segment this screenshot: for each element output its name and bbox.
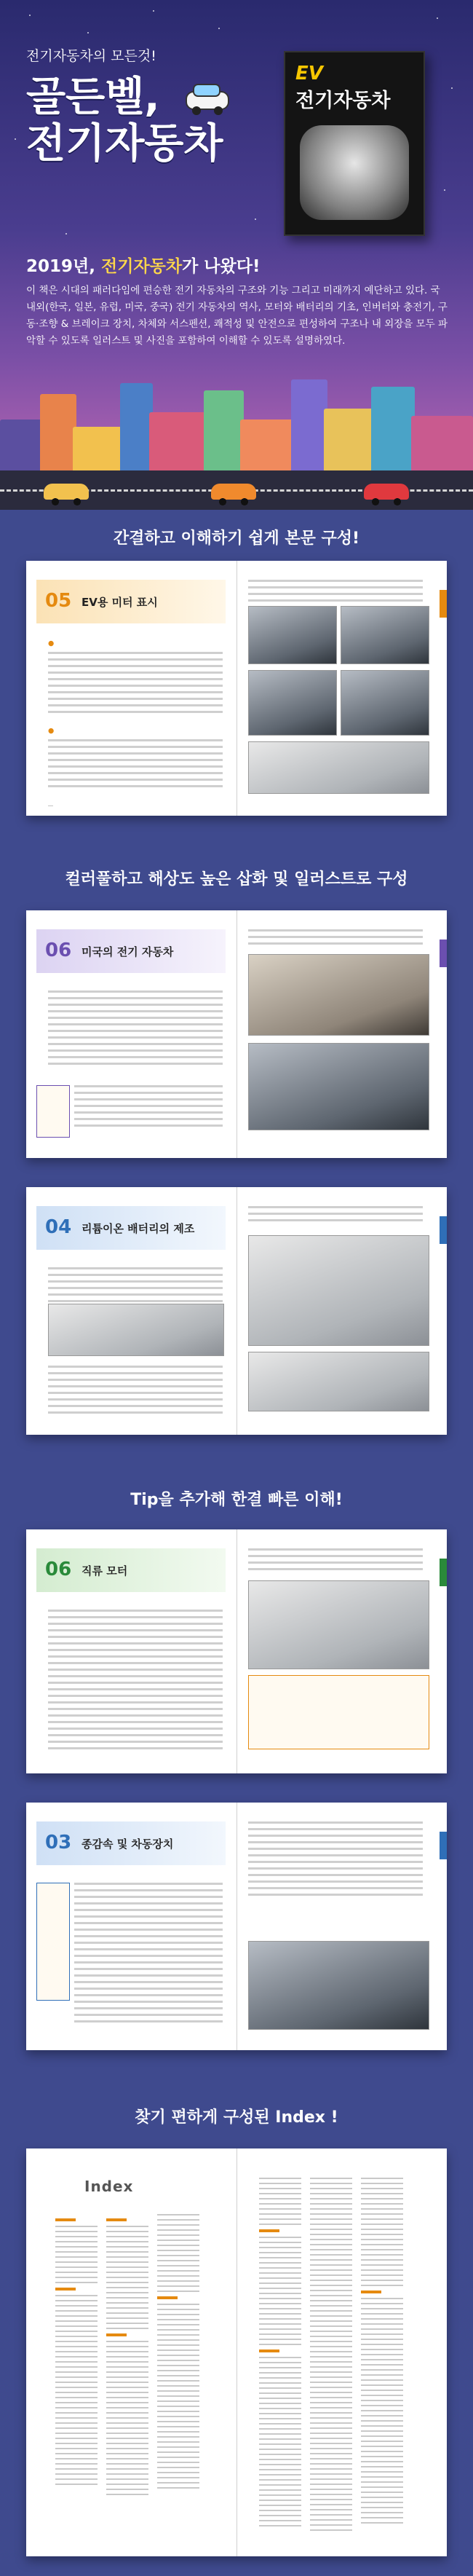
chapter-number: 05 bbox=[45, 590, 72, 612]
sample-spread-4 bbox=[26, 1529, 447, 1773]
book-cover bbox=[284, 51, 425, 236]
differential-photo bbox=[248, 1941, 429, 2030]
hero-kicker: 전기자동차의 모든것! bbox=[26, 48, 156, 64]
ev-interior-photo bbox=[248, 1043, 429, 1130]
battery-module-photo bbox=[248, 1352, 429, 1411]
section-heading-3: Tip을 추가해 한결 빠른 이해! bbox=[130, 1491, 343, 1509]
tip-box bbox=[36, 1085, 70, 1138]
hero-tagline bbox=[26, 253, 260, 277]
index-spread bbox=[26, 2148, 447, 2556]
hero-title bbox=[26, 74, 274, 168]
tip-box bbox=[36, 1883, 70, 2001]
meter-photo bbox=[341, 606, 429, 664]
battery-cell-photo bbox=[48, 1304, 224, 1356]
orange-car-icon bbox=[211, 484, 256, 500]
chapter-title: 미국의 전기 자동차 bbox=[82, 945, 174, 958]
chapter-number: 03 bbox=[45, 1832, 72, 1854]
chapter-number: 04 bbox=[45, 1216, 72, 1238]
book-cover-car-image bbox=[300, 125, 409, 220]
chapter-title: 종감속 및 차동장치 bbox=[82, 1838, 174, 1851]
mascot-car-icon bbox=[182, 82, 233, 117]
hero-banner bbox=[0, 0, 473, 510]
red-car-icon bbox=[364, 484, 409, 500]
gauge-photo bbox=[248, 741, 429, 794]
book-title: 전기자동차 bbox=[295, 90, 391, 112]
cluster-photo bbox=[341, 670, 429, 736]
index-title: Index bbox=[84, 2178, 134, 2195]
section-heading-2: 컬러풀하고 해상도 높은 삽화 및 일러스트로 구성 bbox=[65, 870, 408, 889]
city-illustration bbox=[0, 379, 473, 510]
sample-spread-5 bbox=[26, 1803, 447, 2050]
steering-photo bbox=[248, 670, 337, 736]
tagline-highlight: 전기자동차 bbox=[100, 257, 183, 276]
dashboard-photo bbox=[248, 606, 337, 664]
hero-title-line2: 전기자동차 bbox=[26, 120, 223, 168]
sample-spread-3 bbox=[26, 1187, 447, 1435]
chapter-title: 리튬이온 배터리의 제조 bbox=[82, 1222, 195, 1235]
tagline-prefix: 2019년, bbox=[26, 257, 101, 276]
sample-spread-2 bbox=[26, 910, 447, 1158]
section-heading-4: 찾기 편하게 구성된 Index ! bbox=[135, 2108, 338, 2127]
section-heading-1: 간결하고 이해하기 쉽게 본문 구성! bbox=[113, 529, 360, 548]
sample-spread-1: 05 EV용 미터 표시 ● ● ― bbox=[26, 561, 447, 816]
ev-car-photo bbox=[248, 954, 429, 1036]
tip-box bbox=[248, 1675, 429, 1749]
yellow-car-icon bbox=[44, 484, 89, 500]
hero-description: 이 책은 시대의 패러다임에 편승한 전기 자동차의 구조와 기능 그리고 미래까지 예단하고 있다. 국내외(한국, 일본, 유럽, 미국, 중국) 전기 자동차의 역사, 모터와 배터리의 기초, 인버터와 충전기, 구동·조향 & 브레이크 장치, 차체와 서스펜션, 쾌적성 및 안전으로 편성하여 구조나 내 외장을 모두 파악할 수 있도록 일러스트 및 사진을 포함하여 이해할 수 있도록 설명하였다. bbox=[26, 285, 448, 347]
chapter-number: 06 bbox=[45, 940, 72, 961]
chapter-number: 06 bbox=[45, 1559, 72, 1580]
tagline-suffix: 가 나왔다! bbox=[182, 257, 261, 276]
chapter-title: EV용 미터 표시 bbox=[82, 596, 158, 609]
dc-motor-diagram bbox=[248, 1580, 429, 1669]
book-ev-mark: EV bbox=[295, 63, 323, 84]
battery-process-diagram bbox=[248, 1235, 429, 1346]
chapter-title: 직류 모터 bbox=[82, 1564, 128, 1577]
hero-title-line1: 골든벨, bbox=[26, 74, 160, 121]
